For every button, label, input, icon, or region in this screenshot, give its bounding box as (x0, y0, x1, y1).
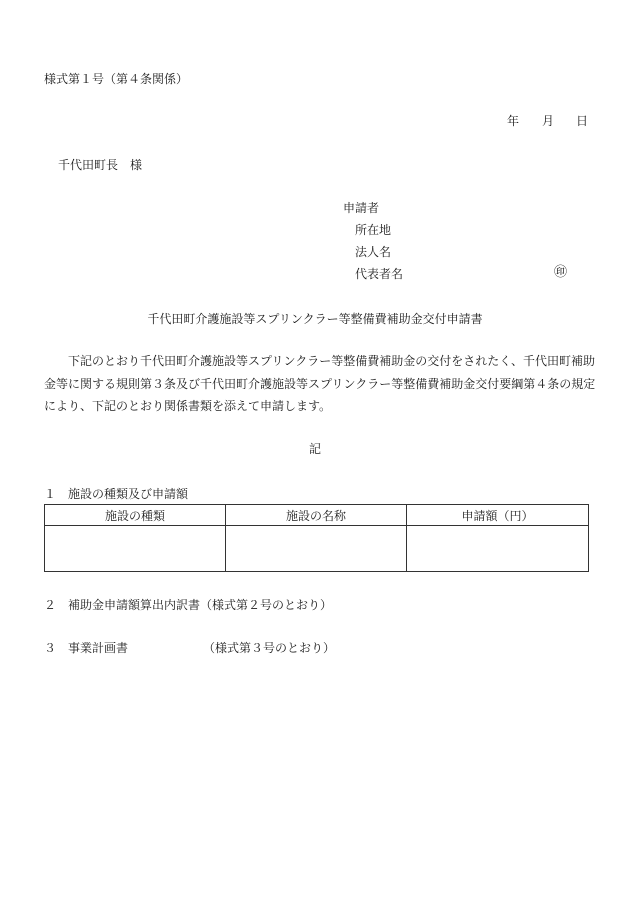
table-row (45, 526, 589, 572)
date-year: 年 (507, 114, 520, 128)
applicant-address-label: 所在地 (355, 223, 392, 237)
body-paragraph (44, 350, 600, 418)
applicant-corporation-label: 法人名 (355, 245, 392, 259)
date-month: 月 (542, 114, 555, 128)
cell-requested-amount[interactable] (407, 526, 589, 572)
addressee: 千代田町長 様 (58, 158, 143, 172)
ki-heading: 記 (308, 442, 321, 456)
header-facility-name: 施設の名称 (226, 505, 407, 526)
header-requested-amount: 申請額（円） (407, 505, 589, 526)
header-facility-type: 施設の種類 (45, 505, 226, 526)
cell-facility-type[interactable] (45, 526, 226, 572)
date-day: 日 (576, 114, 589, 128)
body-text: 下記のとおり千代田町介護施設等スプリンクラー等整備費補助金の交付をされたく、千代田町補助金等に関する規則第３条及び千代田町介護施設等スプリンクラー等整備費補助金交付要綱第４条の規定により、下記のとおり関係書類を添えて申請します。 (44, 354, 596, 413)
seal-mark: ㊞ (554, 265, 568, 280)
section2-label: ２ 補助金申請額算出内訳書（様式第２号のとおり） (44, 598, 333, 612)
table-header-row (45, 505, 589, 526)
applicant-representative-label: 代表者名 (355, 267, 404, 281)
applicant-heading: 申請者 (343, 201, 380, 215)
form-number: 様式第１号（第４条関係） (44, 72, 189, 86)
document-title: 千代田町介護施設等スプリンクラー等整備費補助金交付申請書 (147, 312, 483, 326)
facility-table (44, 504, 589, 572)
section3-label: ３ 事業計画書 (44, 641, 129, 655)
section1-label: １ 施設の種類及び申請額 (44, 487, 189, 501)
cell-facility-name[interactable] (226, 526, 407, 572)
section3-note: （様式第３号のとおり） (203, 641, 336, 655)
